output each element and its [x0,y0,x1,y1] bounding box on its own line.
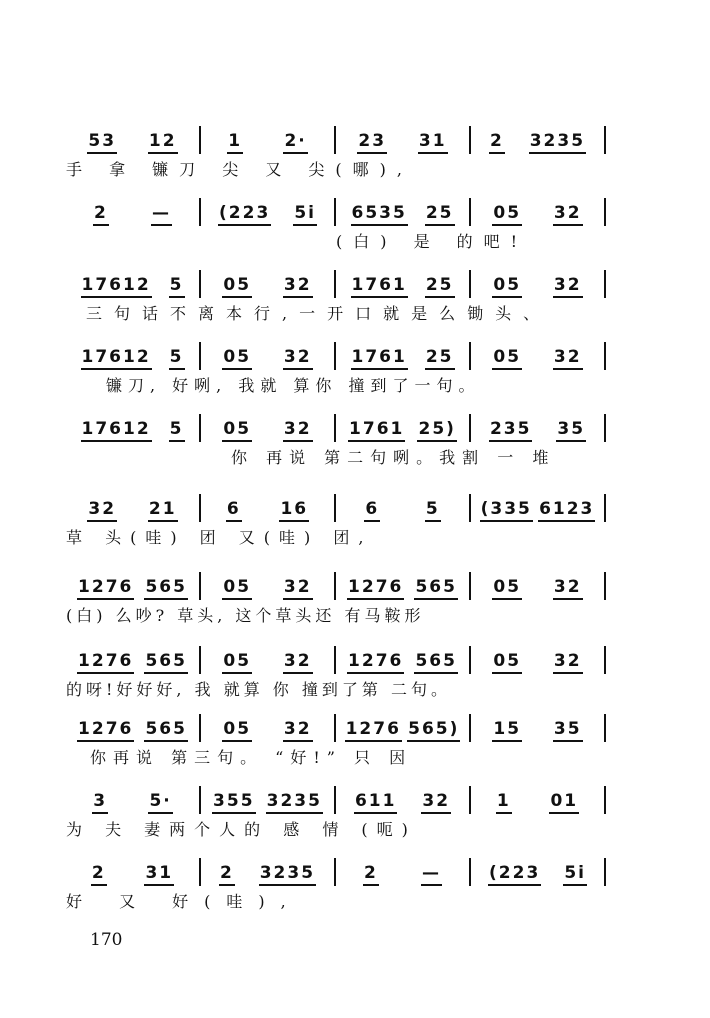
note-group: 6 [226,499,242,522]
note-group: 31 [144,863,174,886]
lyrics-line: (白) 么吵? 草头, 这个草头还 有马鞍形 [66,606,425,625]
score-row [66,334,606,404]
note-group: 1276 [347,651,404,674]
note-group: 05 [492,275,522,298]
note-group: 5i [563,863,587,886]
note-group: 25) [417,419,456,442]
measure [471,270,606,298]
measure-group [66,268,606,298]
measure [201,126,336,154]
lyrics-line: 手 拿 镰刀 尖 又 尖(哪), [66,160,414,179]
note-group: 1276 [347,577,404,600]
measure [66,270,201,298]
note-group: 05 [222,419,252,442]
note-group: 25 [425,275,455,298]
measure [201,572,336,600]
measure [471,198,606,226]
note-group: 565 [144,719,188,742]
note-group: 17612 [81,275,152,298]
score-row [66,850,606,920]
note-group: 5 [425,499,441,522]
note-group: 1276 [77,651,134,674]
note-group: 1 [496,791,512,814]
note-group: 15 [492,719,522,742]
note-group: 17612 [81,347,152,370]
score-row [66,190,606,260]
score-row [66,118,606,188]
measure-group [66,712,606,742]
note-group: 32 [553,275,583,298]
note-group: 1 [227,131,243,154]
lyrics-line: 你再说 第三句。 “好!” 只 因 [90,748,413,767]
note-group: 1276 [77,577,134,600]
note-group: 2 [363,863,379,886]
measure [471,572,606,600]
note-group: 235 [489,419,533,442]
measure [66,858,201,886]
lyrics-line: 三句话不离本行,一开口就是么锄头、 [86,304,552,323]
note-group: 2 [91,863,107,886]
note-group: 5· [148,791,172,814]
note-group: — [151,203,172,226]
note-group: 05 [222,719,252,742]
note-group: 05 [492,347,522,370]
note-group: 16 [279,499,309,522]
measure [201,414,336,442]
measure [336,198,471,226]
measure [201,786,336,814]
score-row [66,486,606,556]
measure [471,646,606,674]
measure [201,714,336,742]
measure [66,494,201,522]
note-group: 565 [414,651,458,674]
note-group: 5 [169,419,185,442]
note-group: 6535 [351,203,408,226]
note-group: 17612 [81,419,152,442]
measure [201,646,336,674]
note-group: 35 [553,719,583,742]
note-group: 25 [425,347,455,370]
measure [336,494,471,522]
note-group: 1276 [345,719,402,742]
note-group: 3 [92,791,108,814]
lyrics-line: 的呀!好好好, 我 就算 你 撞到了第 二句。 [66,680,451,699]
note-group: 1761 [348,419,405,442]
measure [336,858,471,886]
note-group: 2 [489,131,505,154]
note-group: 565 [144,577,188,600]
note-group: 355 [212,791,256,814]
note-group: 6123 [538,499,595,522]
measure-group [66,570,606,600]
measure [336,270,471,298]
score-row [66,564,606,634]
measure [471,858,606,886]
note-group: 32 [553,577,583,600]
measure [471,714,606,742]
note-group: (223 [488,863,541,886]
note-group: 05 [222,651,252,674]
note-group: 32 [87,499,117,522]
measure-group [66,856,606,886]
note-group: 2· [283,131,307,154]
measure [471,786,606,814]
note-group: 35 [556,419,586,442]
lyrics-line: 你 再说 第二句咧。我割 一 堆 [231,448,556,467]
lyrics-line: 镰刀, 好咧, 我就 算你 撞到了一句。 [106,376,481,395]
measure-group [66,196,606,226]
measure [336,342,471,370]
measure [201,342,336,370]
note-group: — [421,863,442,886]
measure [66,414,201,442]
measure [66,786,201,814]
note-group: 31 [418,131,448,154]
measure [66,714,201,742]
lyrics-line: 为 夫 妻两个人的 感 情 (呃) [66,820,417,839]
note-group: 05 [492,577,522,600]
note-group: 565 [144,651,188,674]
measure-group [66,124,606,154]
measure [471,414,606,442]
score-row [66,778,606,848]
note-group: 05 [222,275,252,298]
note-group: 3235 [266,791,323,814]
note-group: 32 [283,347,313,370]
measure [336,646,471,674]
note-group: 32 [553,347,583,370]
note-group: 2 [93,203,109,226]
measure [336,714,471,742]
note-group: 3235 [259,863,316,886]
note-group: 32 [283,577,313,600]
measure [201,270,336,298]
note-group: 565) [407,719,460,742]
note-group: 611 [354,791,398,814]
note-group: (223 [218,203,271,226]
score-row [66,638,606,708]
note-group: 25 [425,203,455,226]
measure [471,126,606,154]
note-group: 21 [148,499,178,522]
note-group: 01 [549,791,579,814]
note-group: 32 [283,419,313,442]
note-group: 32 [283,275,313,298]
note-group: 6 [364,499,380,522]
note-group: 23 [357,131,387,154]
note-group: 05 [222,577,252,600]
note-group: 5 [169,275,185,298]
score-row [66,262,606,332]
note-group: (335 [480,499,533,522]
measure-group [66,412,606,442]
measure [336,414,471,442]
note-group: 3235 [529,131,586,154]
measure [336,572,471,600]
note-group: 565 [414,577,458,600]
lyrics-line: 草 头(哇) 团 又(哇) 团, [66,528,373,547]
measure [471,342,606,370]
note-group: 05 [222,347,252,370]
note-group: 05 [492,203,522,226]
measure-group [66,340,606,370]
note-group: 05 [492,651,522,674]
note-group: 5i [293,203,317,226]
note-group: 1761 [351,347,408,370]
measure [201,858,336,886]
score-row [66,706,606,776]
measure [336,126,471,154]
measure [66,572,201,600]
score-row [66,406,606,476]
note-group: 1761 [351,275,408,298]
measure [471,494,606,522]
measure [66,126,201,154]
note-group: 5 [169,347,185,370]
measure [66,342,201,370]
note-group: 32 [553,203,583,226]
measure-group [66,644,606,674]
note-group: 32 [421,791,451,814]
note-group: 12 [148,131,178,154]
measure [201,494,336,522]
measure [66,198,201,226]
note-group: 2 [219,863,235,886]
lyrics-line: (白) 是 的吧! [336,232,529,251]
measure-group [66,784,606,814]
measure [201,198,336,226]
note-group: 1276 [77,719,134,742]
measure-group [66,492,606,522]
note-group: 32 [283,719,313,742]
measure [66,646,201,674]
lyrics-line: 好 又 好(哇), [66,892,302,911]
note-group: 32 [283,651,313,674]
note-group: 53 [87,131,117,154]
note-group: 32 [553,651,583,674]
measure [336,786,471,814]
page-number: 170 [90,930,123,950]
